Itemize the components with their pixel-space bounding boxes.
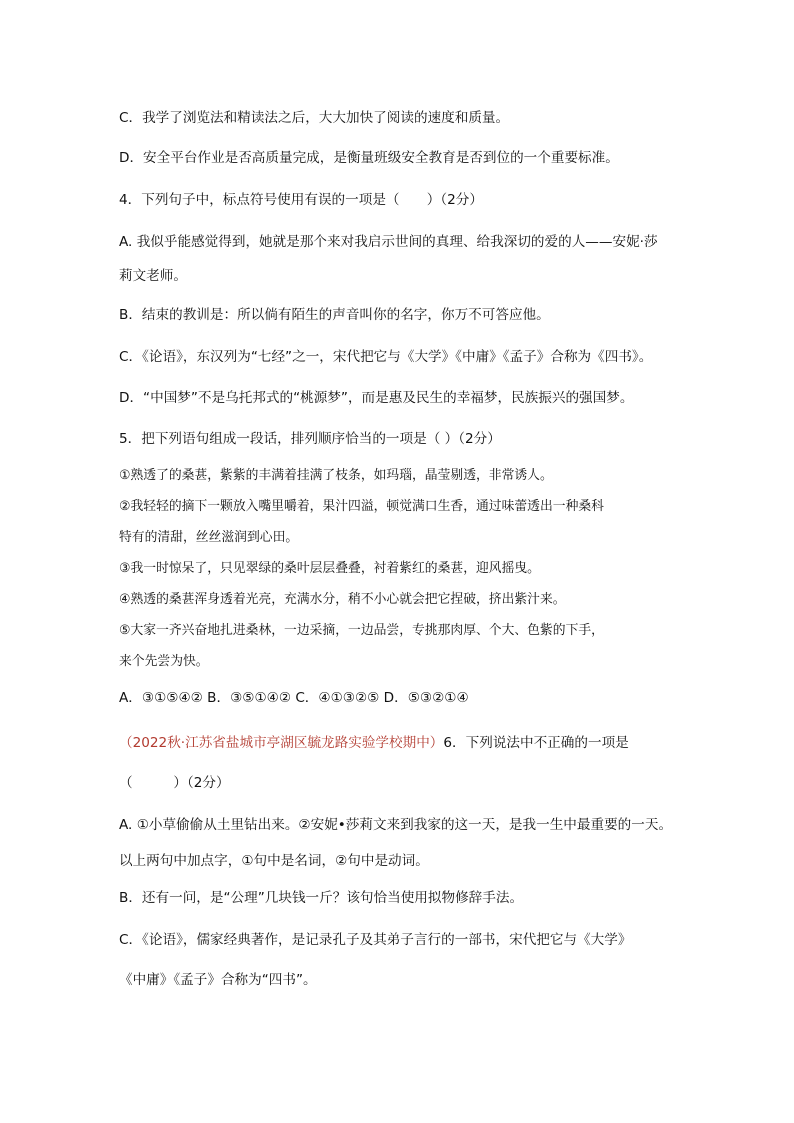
q5-sentence-2-cont: 特有的清甜，丝丝滋润到心田。 <box>119 530 299 545</box>
q6-option-c-cont: 《中庸》《孟子》合称为“四书”。 <box>119 972 317 988</box>
question-5-stem: 5．把下列语句组成一段话，排列顺序恰当的一项是（ ）（2分） <box>119 431 501 447</box>
q5-sentence-5: ⑤大家一齐兴奋地扎进桑林，一边采摘，一边品尝，专挑那肉厚、个大、色紫的下手， <box>119 623 604 638</box>
q4-option-a: A. 我似乎能感觉得到，她就是那个来对我启示世间的真理、给我深切的爱的人——安妮·莎 <box>119 234 658 250</box>
q4-option-a-cont: 莉文老师。 <box>119 268 187 284</box>
question-6-stem <box>119 733 629 753</box>
q5-sentence-2: ②我轻轻的摘下一颗放入嘴里嚼着，果汁四溢，顿觉满口生香，通过味蕾透出一种桑科 <box>119 499 604 514</box>
question-4-stem: 4．下列句子中，标点符号使用有误的一项是（ ）（2分） <box>119 192 483 208</box>
question-source-tag: （2022秋·江苏省盐城市亭湖区毓龙路实验学校期中） <box>119 735 444 751</box>
q3-option-d: D．安全平台作业是否高质量完成，是衡量班级安全教育是否到位的一个重要标准。 <box>119 150 619 166</box>
q4-option-d: D．“中国梦”不是乌托邦式的“桃源梦”，而是惠及民生的幸福梦，民族振兴的强国梦。 <box>119 390 634 406</box>
q6-option-c: C．《论语》，儒家经典著作，是记录孔子及其弟子言行的一部书，宋代把它与《大学》 <box>119 932 632 948</box>
q5-sentence-4: ④熟透的桑葚浑身透着光亮，充满水分，稍不小心就会把它捏破，挤出紫汁来。 <box>119 592 566 607</box>
q6-answer-blank: （ ）（2分） <box>119 775 230 791</box>
q5-sentence-5-cont: 来个先尝为快。 <box>119 654 209 669</box>
q4-option-c: C．《论语》，东汉列为“七经”之一，宋代把它与《大学》《中庸》《孟子》合称为《四书》。 <box>119 349 653 365</box>
q5-sentence-3: ③我一时惊呆了，只见翠绿的桑叶层层叠叠，衬着紫红的桑葚，迎风摇曳。 <box>119 561 540 576</box>
q6-option-a: A. ①小草偷偷从土里钻出来。②安妮•莎莉文来到我家的这一天，是我一生中最重要的一天。 <box>119 817 673 833</box>
q4-option-b: B．结束的教训是：所以倘有陌生的声音叫你的名字，你万不可答应他。 <box>119 307 550 323</box>
q5-options: A．③①⑤④② B．③⑤①④② C．④①③②⑤ D．⑤③②①④ <box>119 690 469 706</box>
question-6-text: 6．下列说法中不正确的一项是 <box>443 735 629 751</box>
q3-option-c: C．我学了浏览法和精读法之后，大大加快了阅读的速度和质量。 <box>119 110 510 126</box>
q6-option-b: B．还有一问，是“公理”几块钱一斤？该句恰当使用拟物修辞手法。 <box>119 890 524 906</box>
q6-option-a-cont: 以上两句中加点字，①句中是名词，②句中是动词。 <box>119 853 429 869</box>
q5-sentence-1: ①熟透了的桑葚，紫紫的丰满着挂满了枝条，如玛瑙，晶莹剔透，非常诱人。 <box>119 468 553 483</box>
